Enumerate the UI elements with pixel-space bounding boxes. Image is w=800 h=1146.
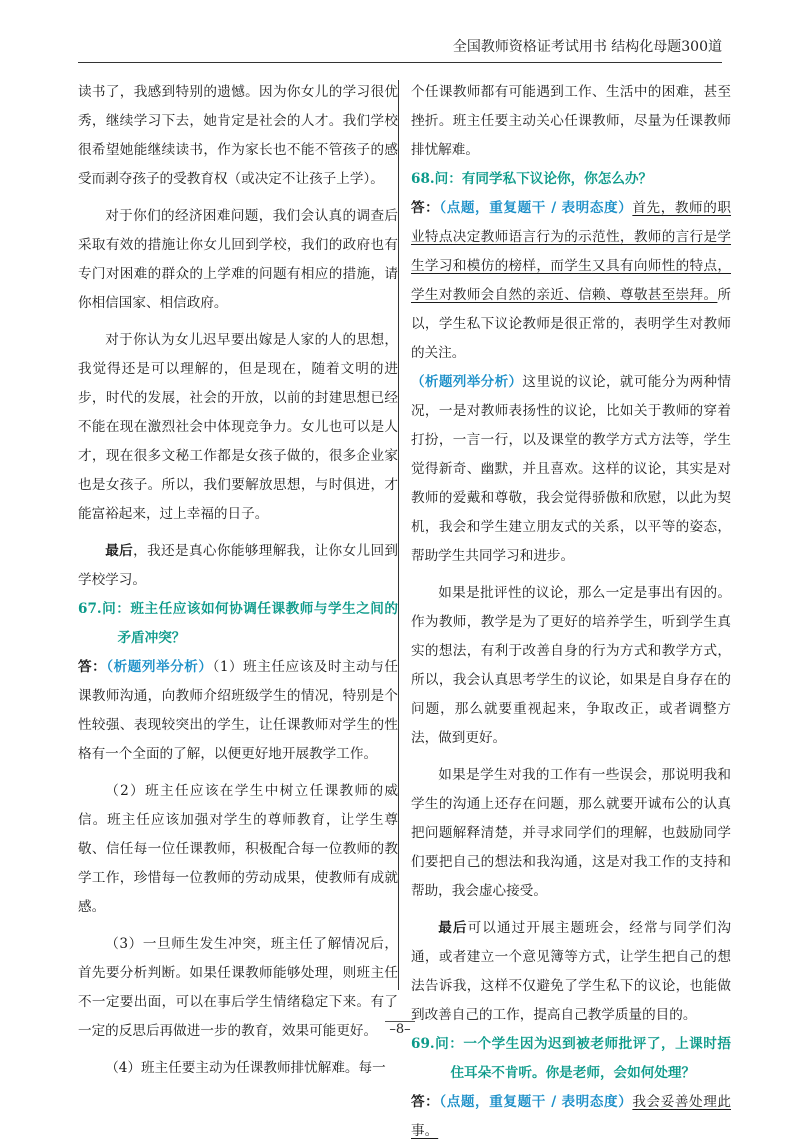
paragraph: （4）班主任要主动为任课教师排忧解难。每一 [105,1060,386,1076]
paragraph [78,537,398,595]
paragraph: 个任课教师都有可能遇到工作、生活中的困难，甚至挫折。班主任要主动关心任课教师，尽量为任课教师排忧解难。 [411,84,731,158]
question-69: 69.问：一个学生因为迟到被老师批评了，上课时捂住耳朵不肯听。你是老师，会如何处理？ [411,1036,731,1081]
underlined-text: 我会妥善处理此事。 [411,1094,731,1139]
answer-67 [78,653,398,769]
answer-label: 答： [411,1094,440,1110]
paragraph-text: 可以通过开展主题班会，经常与同学们沟通，或者建立一个意见簿等方式，让学生把自己的想法告诉我，这样不仅避免了学生私下的议论，也能做到改善自己的工作，提高自己教学质量的目的。 [411,920,732,1023]
question-67: 67.问：班主任应该如何协调任课教师与学生之间的矛盾冲突？ [78,601,398,646]
paragraph [411,914,731,1030]
paragraph-text: ，我还是真心你能够理解我，让你女儿回到学校学习。 [78,543,398,588]
emphasis-lead: 最后 [438,920,468,936]
right-column [411,78,731,1146]
page-number: –8– [385,1021,414,1037]
answer-tag: （点题，重复题干 / 表明态度） [439,200,633,216]
answer-tag: （析题列举分析） [411,374,523,390]
paragraph: （3）一旦师生发生冲突，班主任了解情况后，首先要分析判断。如果任课教师能够处理，则班主任不一定要出面，可以在事后学生情绪稳定下来。有了一定的反思后再做进一步的教育，效果可能更好。 [78,936,398,1039]
question-68: 68.问：有同学私下议论你，你怎么办？ [411,171,653,187]
answer-label: 答： [78,659,107,675]
answer-tag: （点题，重复题干 / 表明态度） [439,1094,633,1110]
answer-label: 答： [411,200,440,216]
paragraph: 读书了，我感到特别的遗憾。因为你女儿的学习很优秀，继续学习下去，她肯定是社会的人才。我们学校很希望她能继续读书，作为家长也不能不管孩子的感受而剥夺孩子的受教育权（或决定不让孩子上学）。 [78,84,398,187]
answer-tag: （析题列举分析） [106,659,213,675]
page-footer [0,1022,800,1037]
paragraph: 对于你们的经济困难问题，我们会认真的调查后采取有效的措施让你女儿回到学校，我们的政府也有专门对困难的群众的上学难的问题有相应的措施，请你相信国家、相信政府。 [78,208,398,311]
column-divider [398,80,399,990]
paragraph [411,368,731,571]
paragraph: 对于你认为女儿迟早要出嫁是人家的人的思想，我觉得还是可以理解的，但是现在，随着文明的进步，时代的发展，社会的开放，以前的封建思想已经不能在现在激烈社会中体现竞争力。女儿也可以是人才，现在很多文秘工作都是女孩子做的，很多企业家也是女孩子。所以，我们要解放思想，与时俱进，才能富裕起来，过上幸福的日子。 [78,332,398,522]
answer-text: 所以，学生私下议论教师是很正常的，表明学生对教师的关注。 [411,287,731,361]
header-title: 全国教师资格证考试用书 结构化母题300道 [452,39,722,55]
answer-69 [411,1088,731,1146]
paragraph-text: 这里说的议论，就可能分为两种情况，一是对教师表扬性的议论，比如关于教师的穿着打扮，一言一行，以及课堂的教学方式方法等，学生觉得新奇、幽默，并且喜欢。这样的议论，其实是对教师的爱戴和尊敬，我会觉得骄傲和欣慰，以此为契机，我会和学生建立朋友式的关系，以平等的姿态，帮助学生共同学习和进步。 [411,374,732,564]
answer-68 [411,194,731,368]
paragraph: 如果是学生对我的工作有一些误会，那说明我和学生的沟通上还存在问题，那么就要开诚布公的认真把问题解释清楚，并寻求同学们的理解，也鼓励同学们要把自己的想法和我沟通，这是对我工作的支持和帮助，我会虚心接受。 [411,767,731,899]
paragraph: （2）班主任应该在学生中树立任课教师的威信。班主任应该加强对学生的尊师教育，让学生尊敬、信任每一位任课教师，积极配合每一位教师的教学工作，珍惜每一位教师的劳动成果，使教师有成就感。 [78,783,398,915]
underlined-text: 首先，教师的职业特点决定教师语言行为的示范性，教师的言行是学生学习和模仿的榜样，而学生又具有向师性的特点，学生对教师会自然的亲近、信赖、尊敬甚至崇拜。 [411,200,731,303]
answer-text: （1）班主任应该及时主动与任课教师沟通，向教师介绍班级学生的情况，特别是个性较强、表现较突出的学生，让任课教师对学生的性格有一个全面的了解，以便更好地开展教学工作。 [78,659,399,762]
left-column [78,78,398,1083]
emphasis-lead: 最后 [105,543,134,559]
running-header [78,32,722,63]
paragraph: 如果是批评性的议论，那么一定是事出有因的。作为教师，教学是为了更好的培养学生，听到学生真实的想法，有利于改善自身的行为方式和教学方式，所以，我会认真思考学生的议论，如果是自身存在的问题，那么就要重视起来，争取改正，或者调整方法，做到更好。 [411,585,731,746]
